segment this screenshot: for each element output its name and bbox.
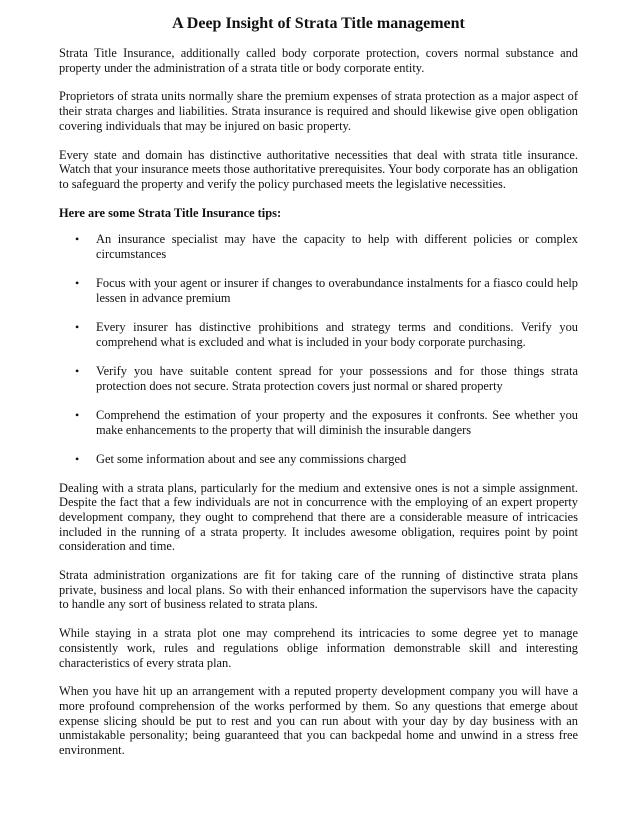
tips-heading: Here are some Strata Title Insurance tips:: [59, 205, 282, 220]
body-paragraph-4: When you have hit up an arrangement with a reputed property development company you will have a more profound comprehension of the works performed by them. So any questions that emerge about expense slicing should be put to rest and you can run about with your day by day business with an unmistakable personality; being guaranteed that you can backpedal home and unwind in a stress free environment.: [59, 684, 578, 758]
tip-item-1: [59, 232, 578, 261]
bullet-icon: •: [75, 320, 80, 335]
tip-item-4: [59, 364, 578, 393]
tip-text: Focus with your agent or insurer if changes to overabundance instalments for a fiasco could help lessen in advance premium: [96, 276, 578, 305]
body-paragraph-1: Dealing with a strata plans, particularly for the medium and extensive ones is not a simple assignment. Despite the fact that a few individuals are not in concurrence with the employing of an expert property development company, they ought to comprehend that there are a considerable measure of intricacies included in the running of a strata property. It includes awesome obligation, requires point by point consideration and time.: [59, 480, 578, 554]
tip-item-3: [59, 320, 578, 349]
body-paragraph-3: While staying in a strata plot one may comprehend its intricacies to some degree yet to manage consistently work, rules and regulations oblige information demonstrable skill and interesting characteristics of every strata plan.: [59, 626, 578, 670]
intro-paragraph-3: Every state and domain has distinctive authoritative necessities that deal with strata title insurance. Watch that your insurance meets those authoritative prerequisites. Your body corporate has an obligation to safeguard the property and verify the policy purchased meets the legislative necessities.: [59, 147, 578, 191]
bullet-icon: •: [75, 364, 80, 379]
tip-item-6: [59, 452, 578, 467]
bullet-icon: •: [75, 451, 80, 466]
intro-paragraph-1: Strata Title Insurance, additionally called body corporate protection, covers normal substance and property under the administration of a strata title or body corporate entity.: [59, 46, 578, 75]
tip-text: Every insurer has distinctive prohibitions and strategy terms and conditions. Verify you comprehend what is excluded and what is included in your body corporate purchasing.: [96, 320, 578, 349]
tip-text: Verify you have suitable content spread for your possessions and for those things strata protection does not secure. Strata protection covers just normal or shared property: [96, 364, 578, 393]
bullet-icon: •: [75, 407, 80, 422]
tip-text: Comprehend the estimation of your property and the exposures it confronts. See whether you make enhancements to the property that will diminish the insurable dangers: [96, 407, 578, 437]
tip-text: An insurance specialist may have the capacity to help with different policies or complex circumstances: [96, 232, 578, 262]
intro-paragraph-2: Proprietors of strata units normally share the premium expenses of strata protection as a major aspect of their strata charges and liabilities. Strata insurance is required and should likewise give open obligation covering individuals that may be injured on basic property.: [59, 89, 578, 133]
bullet-icon: •: [75, 276, 80, 291]
body-paragraph-2: Strata administration organizations are fit for taking care of the running of distinctive strata plans private, business and local plans. So with their enhanced information the supervisors have the capacity to handle any sort of business related to strata plans.: [59, 568, 578, 612]
tip-item-5: [59, 408, 578, 437]
tips-list: [59, 232, 578, 466]
document-title: A Deep Insight of Strata Title management: [172, 15, 465, 32]
tip-item-2: [59, 276, 578, 305]
bullet-icon: •: [75, 232, 80, 247]
tip-text: Get some information about and see any commissions charged: [96, 451, 407, 466]
document-page: [59, 13, 578, 758]
